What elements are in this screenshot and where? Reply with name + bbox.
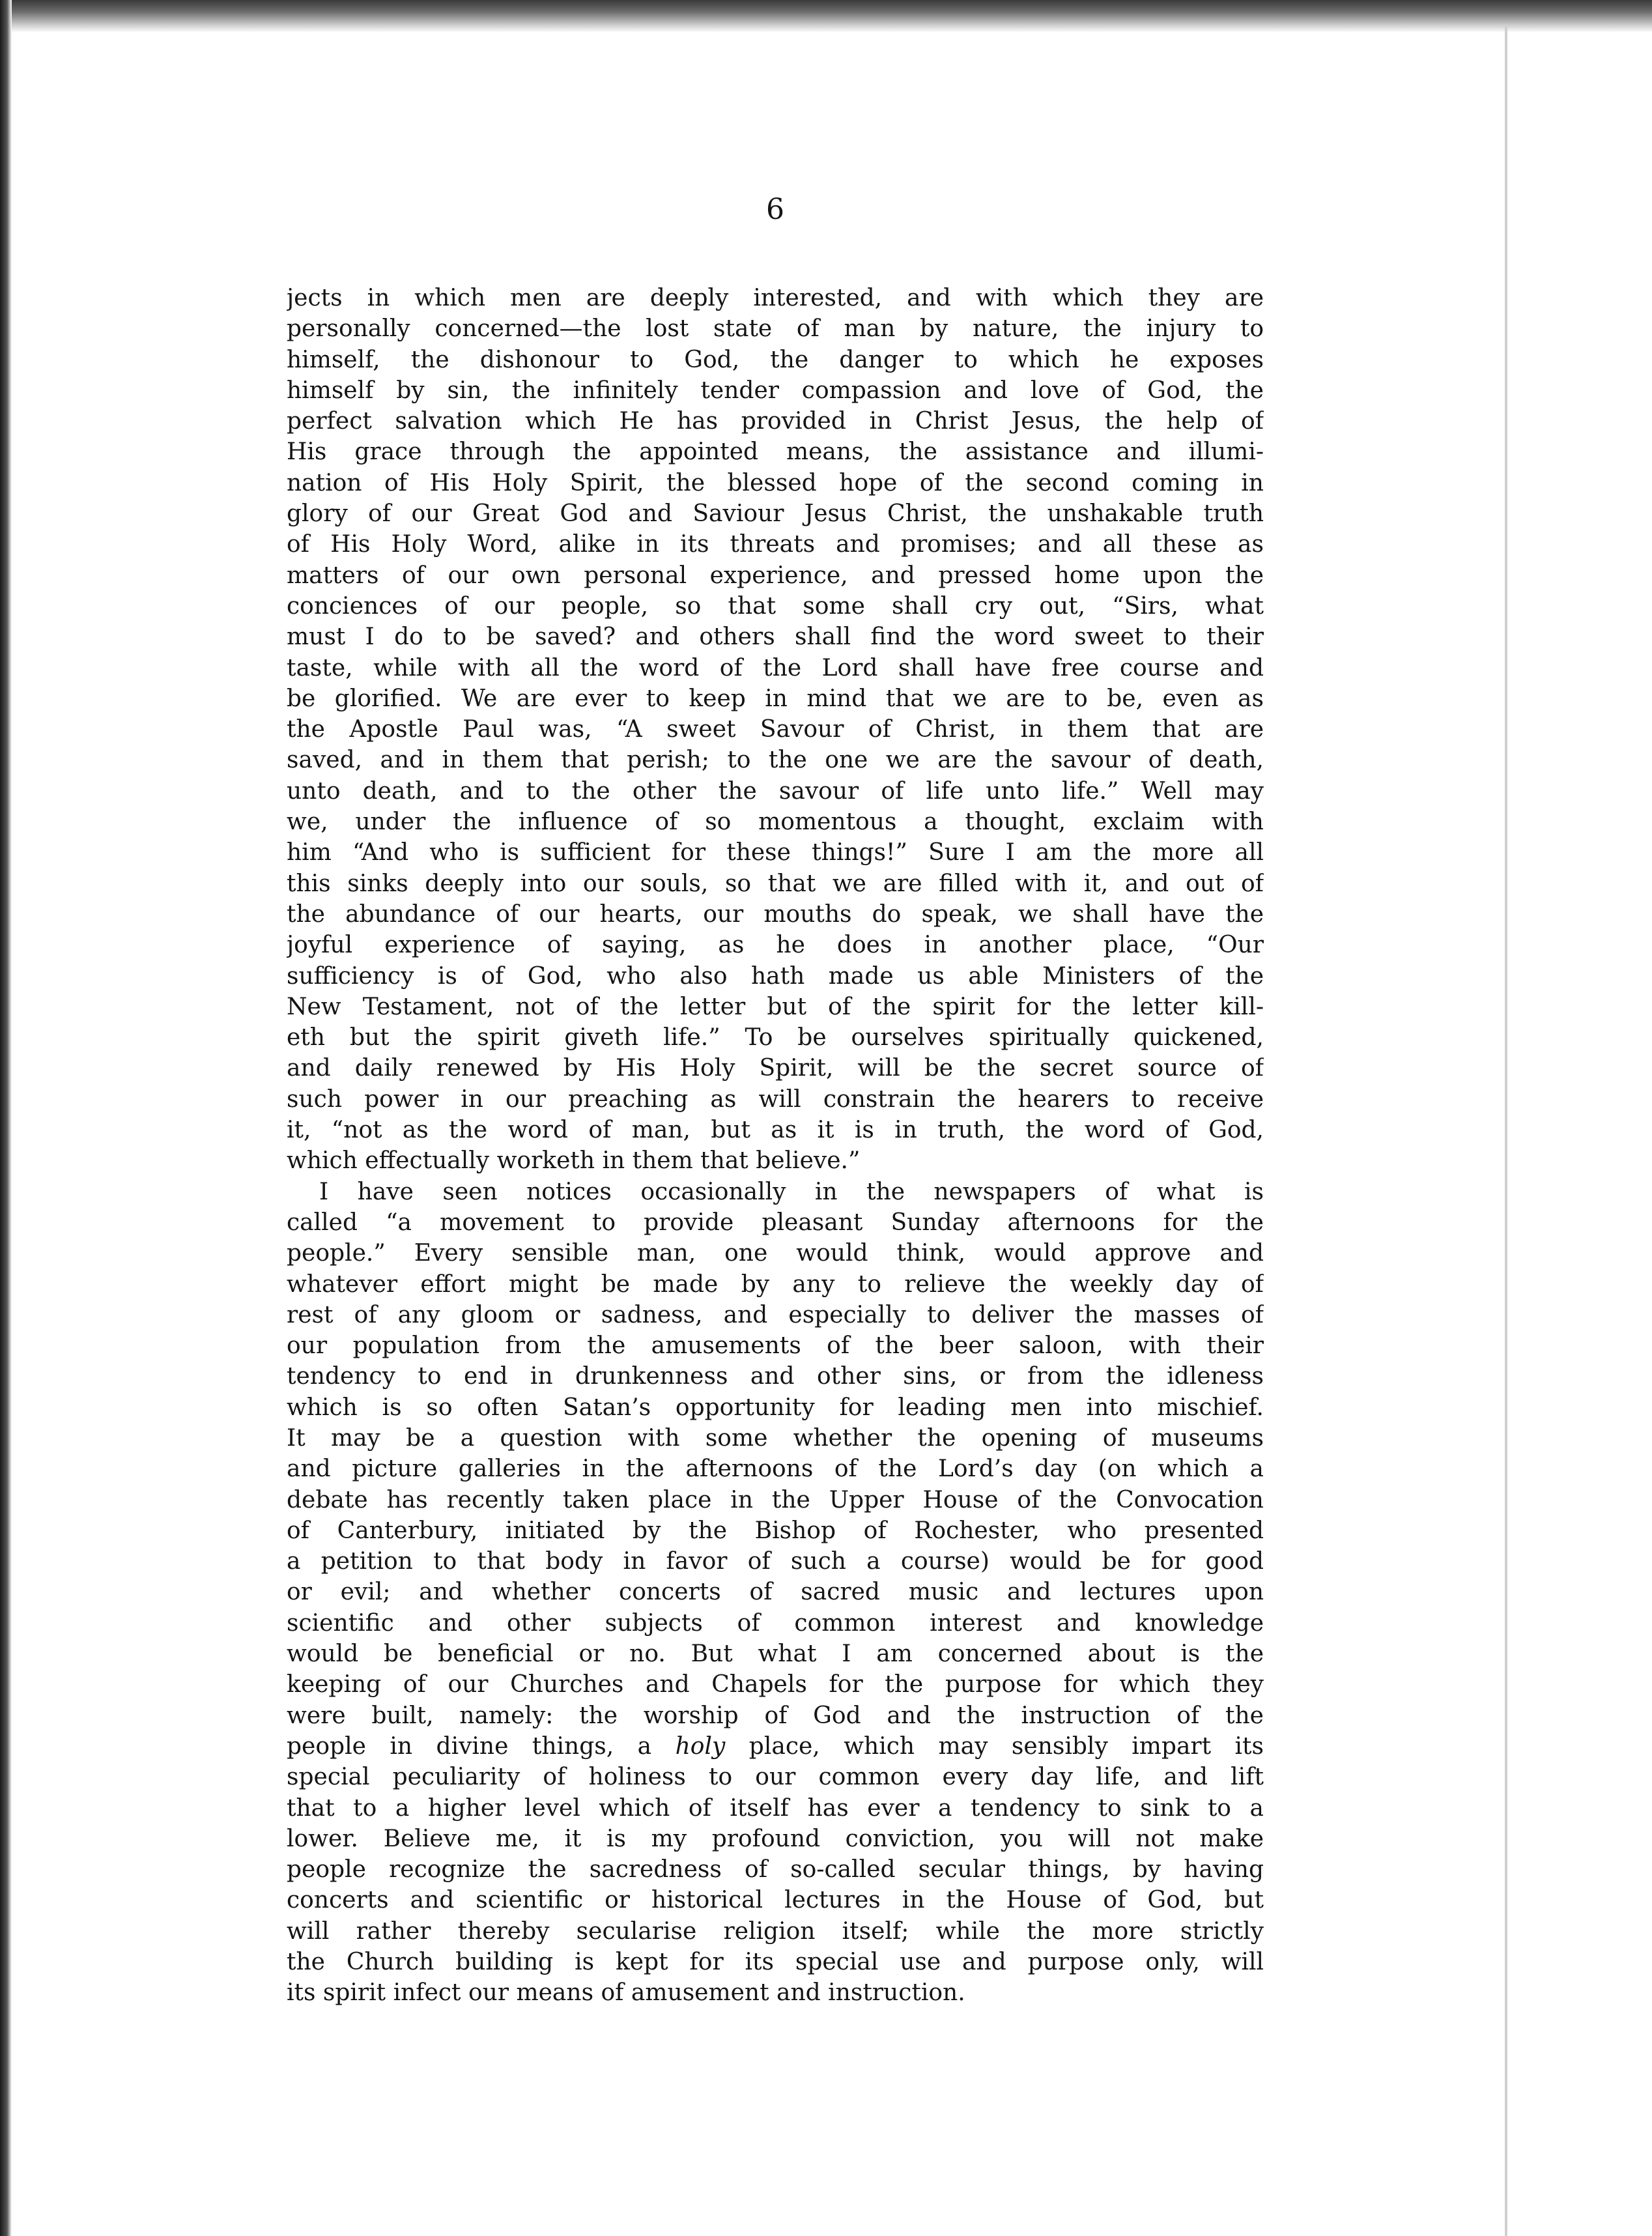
text-line: debate has recently taken place in the Upper House of the Convocation xyxy=(287,1486,1264,1513)
text-line: glory of our Great God and Saviour Jesus Christ, the unshakable truth xyxy=(287,500,1264,528)
text-line: would be beneficial or no. But what I am concerned about is the xyxy=(287,1641,1264,1668)
text-line: conciences of our people, so that some shall cry out, “Sirs, what xyxy=(287,592,1264,620)
emphasis: holy xyxy=(675,1732,726,1760)
text-line: the Apostle Paul was, “A sweet Savour of Christ, in them that are xyxy=(287,716,1264,743)
text-line: must I do to be saved? and others shall find the word sweet to their xyxy=(287,624,1264,651)
text-line: eth but the spirit giveth life.” To be ourselves spiritually quickened, xyxy=(287,1024,1264,1052)
text-line: which effectually worketh in them that believe.” xyxy=(287,1147,861,1175)
text-line: or evil; and whether concerts of sacred music and lectures upon xyxy=(287,1579,1264,1606)
text-line: scientific and other subjects of common interest and knowledge xyxy=(287,1609,1264,1637)
text-line: nation of His Holy Spirit, the blessed hope of the second coming in xyxy=(287,469,1264,496)
text-line: and picture galleries in the afternoons of the Lord’s day (on which a xyxy=(287,1455,1264,1483)
paragraph xyxy=(287,283,1264,1177)
text-line: tendency to end in drunkenness and other sins, or from the idleness xyxy=(287,1363,1264,1390)
text-line: unto death, and to the other the savour of life unto life.” Well may xyxy=(287,777,1264,805)
text-line: New Testament, not of the letter but of the spirit for the letter kill- xyxy=(287,993,1264,1020)
text-line: it, “not as the word of man, but as it is in truth, the word of God, xyxy=(287,1117,1264,1144)
scan-fold-line xyxy=(1505,26,1507,2236)
text-line: joyful experience of saying, as he does in another place, “Our xyxy=(287,932,1264,959)
text-line: personally concerned—the lost state of man by nature, the injury to xyxy=(287,315,1264,343)
text-line: keeping of our Churches and Chapels for the purpose for which they xyxy=(287,1671,1264,1698)
text-line: It may be a question with some whether the opening of museums xyxy=(287,1424,1264,1452)
text-line: be glorified. We are ever to keep in mind that we are to be, even as xyxy=(287,685,1264,712)
text-line: saved, and in them that perish; to the one we are the savour of death, xyxy=(287,747,1264,774)
text-line: this sinks deeply into our souls, so that we are filled with it, and out of xyxy=(287,870,1264,897)
body-text xyxy=(287,283,1264,2009)
text-line: concerts and scientific or historical lectures in the House of God, but xyxy=(287,1887,1264,1914)
text-line: His grace through the appointed means, the assistance and illumi- xyxy=(287,438,1264,466)
text-line: whatever effort might be made by any to relieve the weekly day of xyxy=(287,1270,1264,1298)
text-line: taste, while with all the word of the Lord shall have free course and xyxy=(287,654,1264,681)
page-content xyxy=(287,195,1264,2009)
text-line: I have seen notices occasionally in the newspapers of what is xyxy=(319,1178,1264,1205)
text-line: our population from the amusements of the beer saloon, with their xyxy=(287,1332,1264,1360)
text-line: that to a higher level which of itself has ever a tendency to sink to a xyxy=(287,1794,1264,1822)
text-line: we, under the influence of so momentous a thought, exclaim with xyxy=(287,809,1264,836)
text-line: him “And who is sufficient for these things!” Sure I am the more all xyxy=(287,839,1264,867)
text-line: rest of any gloom or sadness, and especially to deliver the masses of xyxy=(287,1301,1264,1328)
text-line: himself by sin, the infinitely tender compassion and love of God, the xyxy=(287,377,1264,404)
text-line: himself, the dishonour to God, the danger to which he exposes xyxy=(287,346,1264,373)
text-line: matters of our own personal experience, and pressed home upon the xyxy=(287,562,1264,589)
text-line: will rather thereby secularise religion itself; while the more strictly xyxy=(287,1917,1264,1945)
text-line: sufficiency is of God, who also hath made us able Ministers of the xyxy=(287,962,1264,990)
text-line: of Canterbury, initiated by the Bishop of Rochester, who presented xyxy=(287,1517,1264,1544)
text-line: called “a movement to provide pleasant Sunday afternoons for the xyxy=(287,1209,1264,1236)
text-line: and daily renewed by His Holy Spirit, will be the secret source of xyxy=(287,1055,1264,1082)
text-line: jects in which men are deeply interested, and with which they are xyxy=(287,285,1264,311)
text-line: were built, namely: the worship of God and the instruction of the xyxy=(287,1702,1264,1729)
text-line: its spirit infect our means of amusement and instruction. xyxy=(287,1979,965,2007)
text-line: a petition to that body in favor of such a course) would be for good xyxy=(287,1548,1264,1575)
page-number: 6 xyxy=(766,193,784,226)
text-line: the abundance of our hearts, our mouths do speak, we shall have the xyxy=(287,900,1264,928)
text-line: people recognize the sacredness of so-called secular things, by having xyxy=(287,1856,1264,1884)
text-line: people.” Every sensible man, one would think, would approve and xyxy=(287,1240,1264,1267)
text-line: lower. Believe me, it is my profound conviction, you will not make xyxy=(287,1825,1264,1852)
scan-left-edge xyxy=(0,0,12,2236)
text-line: the Church building is kept for its special use and purpose only, will xyxy=(287,1949,1264,1976)
scan-top-edge xyxy=(0,0,1652,33)
text-line: of His Holy Word, alike in its threats and promises; and all these as xyxy=(287,531,1264,558)
text-line: special peculiarity of holiness to our common every day life, and lift xyxy=(287,1764,1264,1791)
text-line: perfect salvation which He has provided in Christ Jesus, the help of xyxy=(287,408,1264,435)
paragraph xyxy=(287,1177,1264,2009)
text-line: people in divine things, a holy place, which may sensibly impart its xyxy=(287,1732,1264,1760)
text-line: which is so often Satan’s opportunity for leading men into mischief. xyxy=(287,1394,1264,1421)
text-line: such power in our preaching as will constrain the hearers to receive xyxy=(287,1085,1264,1113)
